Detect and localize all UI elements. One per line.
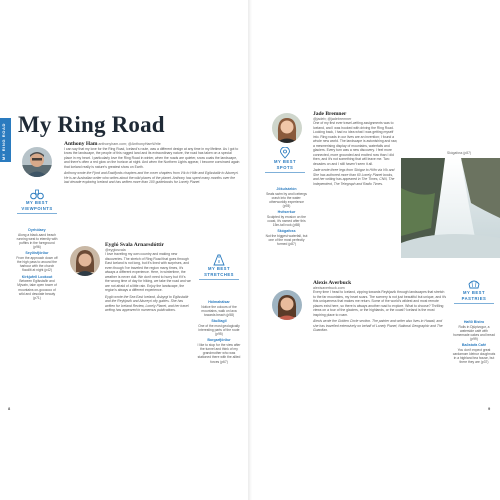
author-photo-jade <box>272 113 302 143</box>
page-title: My Ring Road <box>18 112 165 137</box>
bio-credit: Eygló wrote the Sea East Iceland, Ásbyrgi to Egilsstaðir and the Reykjavík and Akureyri city guides. She has written for Iceland Review, Lonely Planet, and her travel writing has appeared in numerous publications. <box>105 294 189 312</box>
pick-item <box>265 210 308 227</box>
alexis-bio <box>313 281 447 335</box>
road-icon <box>212 254 226 266</box>
pick-item <box>265 187 308 208</box>
stretches-line2: STRETCHES <box>204 271 234 277</box>
pick-desc: Notice the colours of the mountains, walk on lava towards beach (p58) <box>201 304 237 317</box>
bio-paragraph: I love traveling my own country and making new discoveries. The stretch of Ring Road that goes through East Iceland is not long, but it’s lined with surprises, and even though I’ve traveled the region many times, it’s always a different experience. Here, in wintertime, the weather is never dull. We don’t need to hurry but if it’s the wrong time of day for hiking, we take the road and we are not afraid of a little rain. Enjoy the landscape, the region’s always a different experience. <box>105 252 191 292</box>
pick-desc: One of the most geologically interesting parts of the route (p95) <box>198 323 240 337</box>
pick-item <box>16 228 58 249</box>
pick-name: Borgarfjörður <box>207 338 231 343</box>
anthony-picks <box>16 228 58 302</box>
author-handle: alexisaverbuck.com <box>313 285 345 290</box>
bio-credit: Anthony wrote the Fjord and Eastfjords chapters and the cover chapters from Vík to Höfn and Egilsstaðir to Akureyri. He is an Australian writer who writes about the wild places of the planet. Anthony has spent many months over the last decade exploring Iceland and has written more than 100 guidebooks for Lonely Planet. <box>64 171 239 184</box>
pick-desc: I like to stop for the view after the tunnel and think of my grandmother who was stationed there with the allied forces (p67) <box>197 342 241 364</box>
stretches-line1: MY BEST <box>207 266 231 271</box>
pick-item <box>16 275 58 301</box>
pick-name: Stuðlagil <box>211 319 227 324</box>
anthony-bio <box>64 142 240 187</box>
pick-item <box>197 300 241 317</box>
author-photo-eyglo <box>70 246 100 276</box>
pastries-badge <box>452 278 496 304</box>
badge-divider <box>265 172 305 173</box>
pick-item <box>16 251 58 272</box>
pick-name: Baðstofa Café <box>461 343 487 348</box>
bio-paragraph: I can say that my love for the Ring Road, Iceland’s route, was a different design at any time in my lifetime. As I got to know the landscape, the people of this rugged land and its extraordinary nature, the road has taken on a special place in my heart. I particularly love the Ring Road in winter, when the roads are quieter, snow coats the landscape, and there’s often a red glow on the horizon at night. And when the Northern Lights appear, I become convinced again that Iceland really is nature’s greatest show on Earth. <box>64 146 240 169</box>
author-name: Anthony Ham <box>64 141 98 147</box>
viewpoints-line2: VIEWPOINTS <box>21 205 53 211</box>
pick-desc: Between Egilsstaðir and Mývatn, take open tower of mountains on-goooooo of wild and desolate beauty (p71) <box>17 279 57 300</box>
pick-name: Dyrhólaey <box>28 228 46 232</box>
author-handle: anthonyham.com; @AnthonyHamWrite <box>98 142 161 146</box>
jade-picks <box>265 187 308 249</box>
photo-caption: Skógafoss (p87) <box>447 151 472 155</box>
pick-desc: From the approach down off the high pass to around the harbour with the church floodlit at night (p42) <box>16 255 58 273</box>
stretches-badge <box>196 254 242 280</box>
badge-divider <box>199 279 239 280</box>
bio-paragraph: One of my first ever travel-writing assignments was to Iceland, and I was hooked with driving the Ring Road. Looking back, I had no idea what I was getting myself into. Ring roads in our lives are an invention; I found a whole new world. The landscape is astonishing and raw, a mesmerising display of mountains, waterfalls and glaciers. Every turn was a new discovery. I feel more connected, more grounded and excited now than I did then, and it’s not something that will leave me. Two decades on and I still haven’t seen it all. <box>313 121 398 166</box>
author-name: Eygló Svala Arnarsdóttir <box>105 242 164 248</box>
pick-name: Jökulsárlón <box>276 187 297 191</box>
pick-name: Hólmahálsar <box>208 300 230 304</box>
pick-name: Seyðisfjörður <box>25 251 49 256</box>
pick-desc: You don’t expect great cardamom kleinur doughnuts in a highland tea house, but there they are (p37) <box>452 347 496 365</box>
pastry-icon <box>467 278 481 290</box>
pick-desc: Not the biggest waterfall, but one of the most perfectly formed (p87) <box>265 233 308 247</box>
author-photo-anthony <box>22 147 52 177</box>
pick-item <box>197 338 241 364</box>
pick-item <box>452 320 496 341</box>
waterfall-photo <box>401 158 500 258</box>
eyglo-picks <box>197 300 241 366</box>
viewpoints-line1: MY BEST <box>25 200 49 205</box>
author-photo-alexis <box>272 290 302 320</box>
bio-credit: Alexis wrote the Golden Circle section. The painter and writer also lives in Hawaii, and she has travelled extensively on behalf of Lonely Planet, National Geographic and The Guardian. <box>313 319 443 332</box>
alexis-picks <box>452 320 496 367</box>
pick-name: Hafið Bistro <box>463 320 485 324</box>
pick-name: Kirkjufell Lookout <box>21 274 53 279</box>
spots-line2: SPOTS <box>276 164 294 170</box>
bio-paragraph: Every time I head to Iceland, zipping towards Reykjavík through landscapes that stretch to the far mountains, my heart soars. The scenery is not just beautiful but unique, and it’s this uniqueness that makes me return. Some of the world’s wildest and most remote places exist here, so there is always another road to explore. What to choose? Thrilling views on a tour of the glaciers, or the highlands, or the coast? Iceland is the most inspiring place to roam. <box>313 290 447 317</box>
pick-desc: Seals swim by and icebergs crash into the water: otherworldly experience (p93) <box>266 191 307 209</box>
pick-item <box>265 229 308 246</box>
jade-bio <box>313 112 399 188</box>
binoculars-icon <box>30 188 44 200</box>
map-pin-icon <box>279 147 291 159</box>
spots-badge <box>265 147 305 173</box>
pick-desc: Sculpted by erosion on the coast, it’s named after this 15m-tall rock (p58) <box>266 214 307 228</box>
pick-name: Hvítserkur <box>277 210 296 215</box>
pick-item <box>197 319 241 336</box>
pastries-line2: PASTRIES <box>461 295 487 301</box>
side-label: MY RING ROAD <box>1 123 6 161</box>
author-handle: @eyglosvala <box>105 247 126 252</box>
viewpoints-badge <box>17 188 57 214</box>
pick-desc: Rolls in Djúpivogur, a waterside café with homemade cakes and bread (p99) <box>453 324 495 342</box>
badge-divider <box>454 303 494 304</box>
pick-name: Skógafoss <box>277 229 296 234</box>
page-number-right: 9 <box>488 406 491 411</box>
book-gutter <box>248 0 252 500</box>
eyglo-bio <box>105 243 191 315</box>
author-handle: @jadeb; @jadebremner <box>313 116 352 121</box>
pastries-line1: MY BEST <box>462 290 486 295</box>
pick-desc: Along a black-sand beach running west to eternity with puffins in the foreground (p96) <box>16 232 58 250</box>
badge-divider <box>17 213 57 214</box>
page-number-left: 8 <box>8 406 11 411</box>
pick-item <box>452 343 496 364</box>
bio-credit: Jade wrote three legs from Skógar to Höfn via Vík and She has authored more than 60 Lonely Planet books, and her writing has appeared in The Times, CNN, The Independent, The Telegraph and Radio Times. <box>313 168 395 186</box>
author-name: Alexis Averbuck <box>313 280 352 286</box>
spots-line1: MY BEST <box>273 159 297 164</box>
author-name: Jade Bremner <box>313 111 347 117</box>
